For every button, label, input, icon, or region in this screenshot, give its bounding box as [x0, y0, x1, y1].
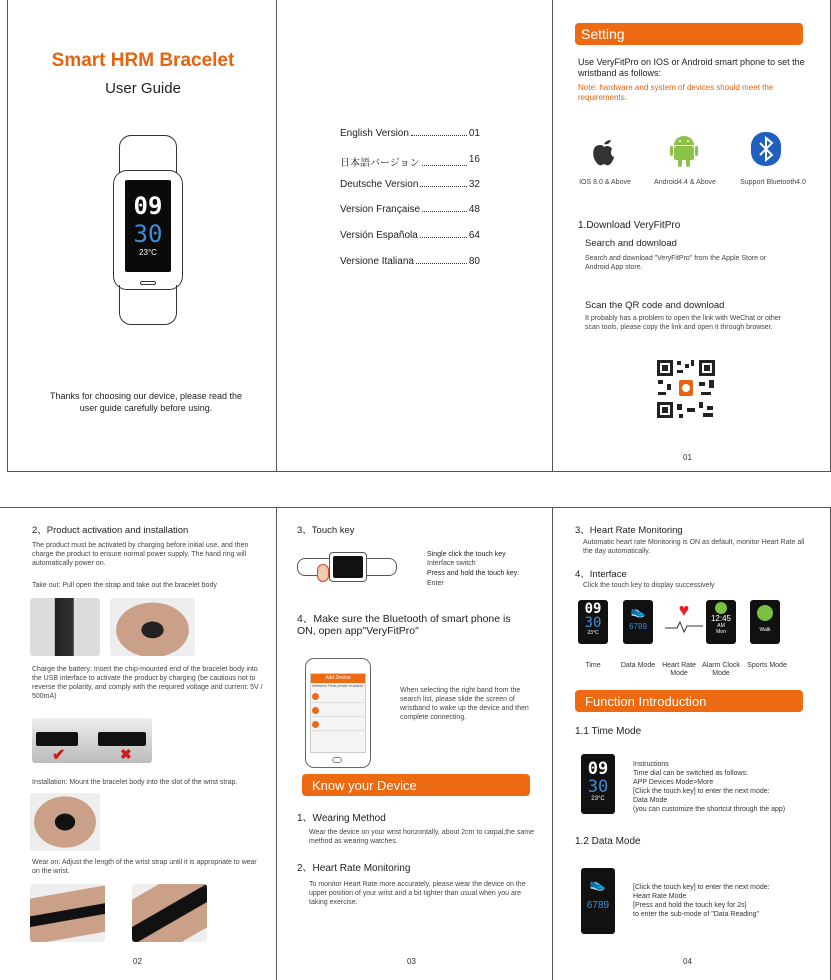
shoe-icon: 👟 [589, 876, 607, 891]
qr-code[interactable] [655, 358, 717, 420]
know-device-header: Know your Device [302, 774, 530, 796]
cross-icon: ✖ [120, 746, 132, 762]
page-number: 03 [407, 957, 416, 966]
bracelet-temp: 23°C [139, 248, 157, 257]
device-list-item[interactable] [312, 705, 364, 717]
data-mode-line: [Press and hold the touch key for 2s] [633, 902, 747, 909]
interface-data-screen [623, 600, 653, 644]
interface-title: 4、Interface [575, 569, 627, 580]
steps-value: 6789 [629, 622, 647, 631]
page04-panel [553, 507, 831, 980]
hr-title: 2、Heart Rate Monitoring [297, 863, 411, 874]
android-label: Android4.4 & Above [654, 179, 716, 186]
touch-text-3: Press and hold the touch key: [427, 570, 520, 577]
bracelet-hour: 09 [133, 192, 163, 220]
device-list-item[interactable] [312, 691, 364, 703]
time-mode-line: (you can customize the shortcut through the app) [633, 806, 786, 813]
android-icon [670, 133, 698, 167]
bracelet-screen [125, 180, 171, 272]
data-mode-line: Heart Rate Mode [633, 893, 687, 900]
bluetooth-heading: 4、Make sure the Bluetooth of smart phone is ON, open app"VeryFitPro" [297, 613, 511, 637]
alarm-ampm: AM [717, 623, 725, 629]
hr-text: To monitor Heart Rate more accurately, please wear the device on the upper position of your wrist and a bit tighter than usual when you are taking exercise. [309, 881, 526, 906]
time-mode-line: Time dial can be switched as follows: [633, 770, 748, 777]
wrist-photo-1 [30, 884, 105, 942]
activation-heading: 2、Product activation and installation [32, 525, 189, 536]
page-number: 04 [683, 957, 692, 966]
time-mode-title: 1.1 Time Mode [575, 726, 642, 737]
setting-intro: Use VeryFitPro on IOS or Android smart phone to set the wristband as follows: [578, 57, 805, 78]
qr-title: Scan the QR code and download [585, 300, 725, 311]
alarm-time: 12:45 [710, 614, 732, 623]
toc-row[interactable]: Version Française 48 [340, 204, 480, 215]
page02-panel [0, 507, 277, 980]
wrist-photo-2 [132, 884, 207, 942]
heart-icon: ♥ [678, 600, 690, 620]
charge-text: Charge the battery: Insert the chip-mounted end of the bracelet body into the USB interface to activate the product by charging (be cautious not to reverse the polarity, and comply with the required voltage and current: 5V / 500mA) [32, 666, 263, 700]
toc-row[interactable]: Deutsche Version 32 [340, 179, 480, 190]
alarm-icon [715, 602, 727, 614]
walk-icon [757, 605, 773, 621]
function-intro-header: Function Introduction [575, 690, 803, 712]
ios-label: IOS 8.0 & Above [579, 179, 631, 186]
activation-text: The product must be activated by charging before initial use, and then charge the product to ensure normal power supply. The hand ring will automatically power on. [32, 542, 249, 567]
steps-value: 6789 [586, 900, 610, 911]
search-text: Search and download "VeryFitPro" from the Apple Store or Android App store. [585, 255, 767, 271]
interface-label: Time [585, 662, 601, 669]
wear-text: Wear on: Adjust the length of the wrist strap until it is appropriate to wear on the wrist. [32, 859, 257, 875]
bluetooth-label: Support Bluetooth4.0 [740, 179, 806, 186]
setting-note: Note: hardware and system of devices should meet the requirements. [578, 83, 774, 102]
walk-label: Walk [759, 627, 771, 633]
install-text: Installation: Mount the bracelet body into the slot of the wrist strap. [32, 779, 238, 786]
touch-bracelet-illustration [297, 550, 397, 584]
data-mode-line: to enter the sub-mode of "Data Reading" [633, 911, 759, 918]
alarm-day: Mon [716, 629, 726, 635]
interface-label: Heart Rate Mode [662, 662, 696, 677]
cover-thanks: Thanks for choosing our device, please read the user guide carefully before using. [49, 391, 243, 413]
touch-finger-icon [317, 564, 329, 582]
interface-label: Data Mode [620, 662, 656, 669]
interface-time-screen: 09 30 23°C [578, 600, 608, 644]
interface-alarm-screen [706, 600, 736, 644]
data-mode-text [633, 883, 823, 919]
add-device-button[interactable]: Add Device [311, 674, 365, 683]
phone-hint: Detection Fitnel please re-search [312, 684, 364, 688]
hands-photo [110, 598, 195, 656]
bracelet-illustration [113, 135, 183, 325]
toc-row[interactable]: English Version 01 [340, 128, 480, 139]
bluetooth-text: When selecting the right band from the search list, please slide the screen of wristband to wake up the device and then complete connecting. [400, 687, 529, 721]
interface-sports-screen [750, 600, 780, 644]
interface-label: Sports Mode [747, 662, 787, 669]
interface-label: Alarm Clock Mode [702, 662, 740, 677]
check-icon: ✔ [52, 747, 66, 764]
apple-icon [591, 135, 617, 167]
page03-panel [277, 507, 553, 980]
page-number: 01 [683, 453, 692, 462]
usb-photo [32, 718, 152, 763]
search-title: Search and download [585, 238, 677, 249]
install-photo [30, 793, 100, 851]
interface-heart-screen [665, 600, 703, 644]
shoe-icon: 👟 [630, 604, 646, 618]
download-title: 1.Download VeryFitPro [578, 220, 681, 231]
time-mode-line: APP Devices Mode>More [633, 779, 714, 786]
page-number: 02 [133, 957, 142, 966]
data-mode-screen [581, 868, 615, 934]
time-mode-text [633, 760, 823, 814]
device-list-item[interactable] [312, 719, 364, 731]
cover-panel [7, 0, 277, 472]
setting-panel [553, 0, 831, 472]
wearing-title: 1、Wearing Method [297, 813, 386, 824]
phone-illustration [305, 658, 371, 768]
qr-text: It probably has a problem to open the link with WeChat or other scan tools, please copy the link and open it through browser. [585, 315, 781, 331]
time-mode-line: Data Mode [633, 797, 668, 804]
bracelet-minute: 30 [133, 220, 163, 248]
touch-key-heading: 3、Touch key [297, 525, 355, 536]
touch-text-4: Enter [427, 580, 444, 587]
hr-monitor-text: Automatic heart rate Monitoring is ON as default, monitor Heart Rate all the day automatically. [583, 539, 805, 555]
data-mode-title: 1.2 Data Mode [575, 836, 641, 847]
data-mode-line: [Click the touch key] to enter the next mode: [633, 884, 770, 891]
time-mode-line: Instructions [633, 761, 669, 768]
toc-row[interactable]: 日本語バージョン 16 [340, 154, 480, 169]
bracelet-photo [30, 598, 100, 656]
setting-header: Setting [575, 23, 803, 45]
touch-text-1: Single click the touch key [427, 551, 506, 558]
time-mode-screen: 09 30 23°C [581, 754, 615, 814]
interface-text: Click the touch key to display successively [583, 582, 715, 589]
toc-row[interactable]: Versión Española 64 [340, 230, 480, 241]
cover-title: Smart HRM Bracelet [51, 50, 235, 71]
time-mode-line: [Click the touch key] to enter the next mode: [633, 788, 770, 795]
toc-row[interactable]: Versione Italiana 80 [340, 256, 480, 267]
wearing-text: Wear the device on your wrist horizontally, about 2cm to carpal,the same method as wearing watches. [309, 829, 535, 845]
takeout-text: Take out: Pull open the strap and take out the bracelet body [32, 582, 217, 589]
cover-subtitle: User Guide [105, 80, 181, 97]
bluetooth-icon [751, 132, 781, 166]
touch-text-2: Interface switch [427, 560, 476, 567]
hr-monitor-title: 3、Heart Rate Monitoring [575, 525, 683, 536]
